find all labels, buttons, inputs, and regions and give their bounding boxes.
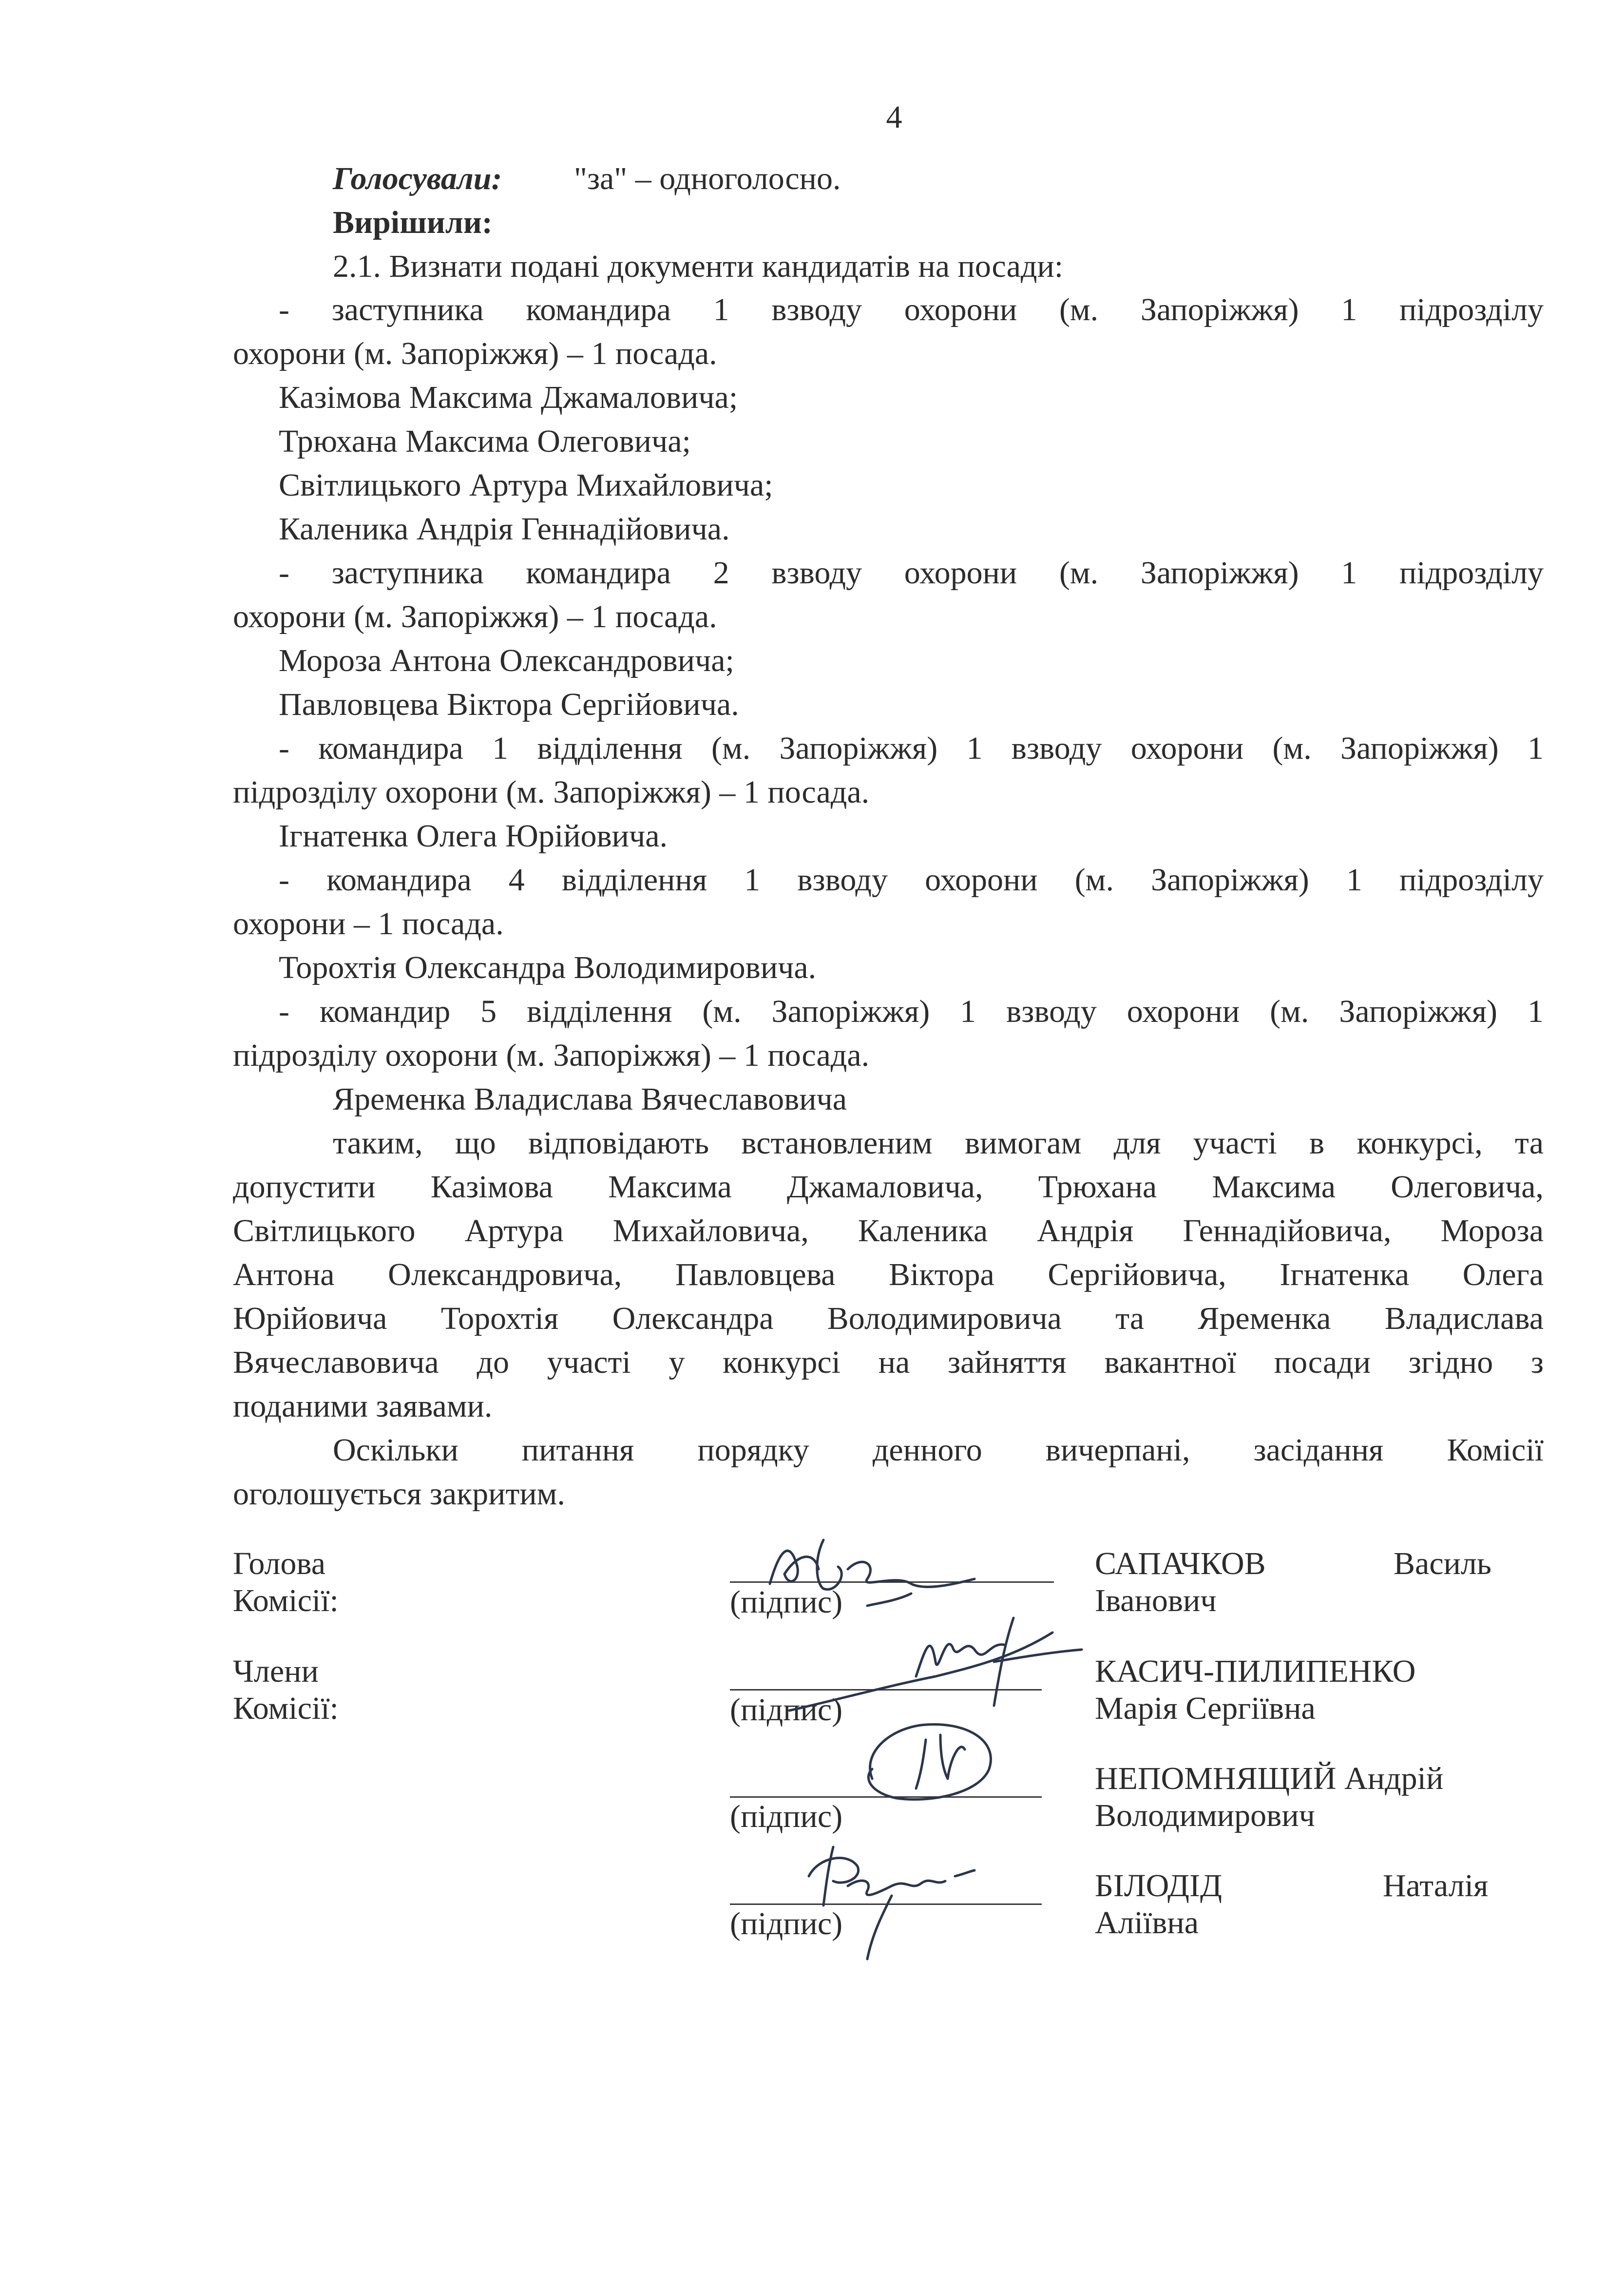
voting-label: Голосували: <box>333 161 502 196</box>
position-line: - заступника командира 1 взводу охорони (м. Запоріжжя) 1 підрозділу <box>279 292 1544 327</box>
candidate-name: Казімова Максима Джамаловича; <box>279 380 738 415</box>
conclusion-line: допустити Казімова Максима Джамаловича, Трюхана Максима Олеговича, <box>233 1169 1544 1205</box>
conclusion-line: таким, що відповідають встановленим вимогам для участі в конкурсі, та <box>333 1125 1544 1161</box>
decided-label: Вирішили: <box>333 205 493 240</box>
conclusion-line: Юрійовича Торохтія Олександра Володимировича та Яременка Владислава <box>233 1301 1544 1336</box>
closing-line: Оскільки питання порядку денного вичерпані, засідання Комісії <box>333 1432 1544 1468</box>
member-first-name: Наталія <box>1383 1868 1489 1903</box>
position-line: - командир 5 відділення (м. Запоріжжя) 1 взводу охорони (м. Запоріжжя) 1 <box>279 994 1544 1029</box>
member-name: Марія Сергіївна <box>1095 1691 1316 1726</box>
member-signature-icon <box>843 1706 1018 1813</box>
member-signature-icon <box>789 1832 994 1969</box>
signature-caption: (підпис) <box>730 1799 843 1834</box>
page-number: 4 <box>886 99 902 135</box>
chair-patronymic: Іванович <box>1095 1583 1217 1618</box>
candidate-name: Світлицького Артура Михайловича; <box>279 467 773 503</box>
signature-caption: (підпис) <box>730 1692 843 1728</box>
conclusion-line: поданими заявами. <box>233 1388 493 1424</box>
chair-role: Голова <box>233 1546 326 1581</box>
conclusion-line: Вячеславовича до участі у конкурсі на зайняття вакантної посади згідно з <box>233 1345 1544 1380</box>
candidate-name: Яременка Владислава Вячеславовича <box>333 1081 847 1117</box>
closing-line: оголошується закритим. <box>233 1476 565 1512</box>
candidate-name: Мороза Антона Олександровича; <box>279 643 734 678</box>
candidate-name: Павловцева Віктора Сергійовича. <box>279 687 739 722</box>
position-line: - заступника командира 2 взводу охорони (м. Запоріжжя) 1 підрозділу <box>279 555 1544 591</box>
voting-value: "за" – одноголосно. <box>574 161 841 196</box>
conclusion-line: Антона Олександровича, Павловцева Віктора Сергійовича, Ігнатенка Олега <box>233 1257 1544 1292</box>
position-line: охорони (м. Запоріжжя) – 1 посада. <box>233 599 717 634</box>
candidate-name: Каленика Андрія Геннадійовича. <box>279 511 730 547</box>
position-line: охорони – 1 посада. <box>233 906 504 942</box>
chair-first-name: Василь <box>1394 1546 1491 1581</box>
candidate-name: Торохтія Олександра Володимировича. <box>279 950 817 985</box>
candidate-name: Трюхана Максима Олеговича; <box>279 423 691 459</box>
position-line: - командира 4 відділення 1 взводу охорони (м. Запоріжжя) 1 підрозділу <box>279 862 1544 898</box>
chair-surname: САПАЧКОВ <box>1095 1546 1266 1581</box>
candidate-name: Ігнатенка Олега Юрійовича. <box>279 818 668 854</box>
position-line: підрозділу охорони (м. Запоріжжя) – 1 посада. <box>233 1038 870 1073</box>
section-intro: 2.1. Визнати подані документи кандидатів на посади: <box>333 249 1064 284</box>
chair-role: Комісії: <box>233 1583 339 1618</box>
member-name: Аліївна <box>1095 1905 1199 1941</box>
position-line: підрозділу охорони (м. Запоріжжя) – 1 посада. <box>233 774 870 810</box>
member-name: Володимирович <box>1095 1798 1315 1833</box>
position-line: - командира 1 відділення (м. Запоріжжя) 1 взводу охорони (м. Запоріжжя) 1 <box>279 730 1544 766</box>
conclusion-line: Світлицького Артура Михайловича, Каленика Андрія Геннадійовича, Мороза <box>233 1213 1544 1249</box>
member-name: НЕПОМНЯЩИЙ Андрій <box>1095 1761 1444 1796</box>
signature-caption: (підпис) <box>730 1906 843 1941</box>
member-surname: БІЛОДІД <box>1095 1868 1223 1903</box>
members-role: Комісії: <box>233 1691 339 1726</box>
member-name: КАСИЧ-ПИЛИПЕНКО <box>1095 1653 1416 1689</box>
position-line: охорони (м. Запоріжжя) – 1 посада. <box>233 336 717 371</box>
signature-caption: (підпис) <box>730 1584 843 1620</box>
members-role: Члени <box>233 1653 319 1689</box>
